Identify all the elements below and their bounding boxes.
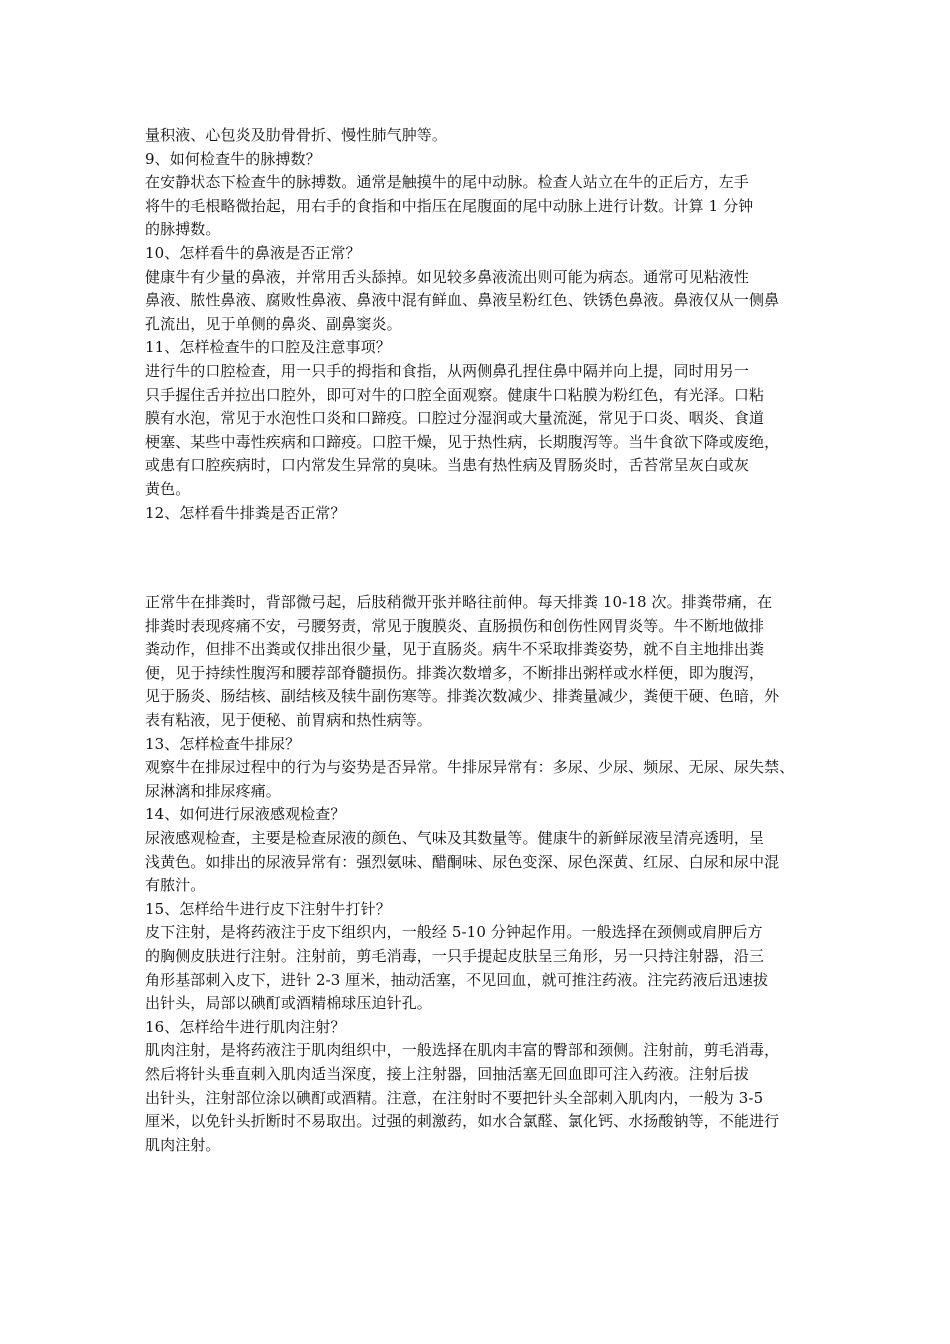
text-line: 9、如何检查牛的脉搏数？ <box>145 149 321 168</box>
text-line: 排粪时表现疼痛不安，弓腰努责，常见于腹膜炎、直肠损伤和创伤性网胃炎等。牛不断地做排 <box>145 616 765 635</box>
text-line: 鼻液、脓性鼻液、腐败性鼻液、鼻液中混有鲜血、鼻液呈粉红色、铁锈色鼻液。鼻液仅从一侧鼻 <box>145 291 780 310</box>
text-line: 或患有口腔疾病时，口内常发生异常的臭味。当患有热性病及胃肠炎时，舌苔常呈灰白或灰 <box>145 456 750 475</box>
text-line: 出针头，注射部位涂以碘酊或酒精。注意，在注射时不要把针头全部刺入肌肉内，一般为 3-5 <box>145 1088 764 1107</box>
text-line: 13、怎样检查牛排尿？ <box>145 734 301 753</box>
text-line: 梗塞、某些中毒性疾病和口蹄疫。口腔干燥，见于热性病，长期腹泻等。当牛食欲下降或废绝， <box>145 432 780 451</box>
text-line: 16、怎样给牛进行肌肉注射？ <box>145 1017 346 1036</box>
text-line: 见于肠炎、肠结核、副结核及犊牛副伤寒等。排粪次数减少、排粪量减少，粪便干硬、色暗，外 <box>145 687 780 706</box>
text-line: 黄色。 <box>145 479 191 498</box>
blank-gap <box>145 525 813 591</box>
text-line: 将牛的毛根略微抬起，用右手的食指和中指压在尾腹面的尾中动脉上进行计数。计算 1 分钟 <box>145 196 754 215</box>
text-line: 膜有水泡，常见于水泡性口炎和口蹄疫。口腔过分湿润或大量流涎，常见于口炎、咽炎、食道 <box>145 409 765 428</box>
text-line: 量积液、心包炎及肋骨骨折、慢性肺气肿等。 <box>145 126 448 144</box>
text-line: 皮下注射，是将药液注于皮下组织内，一般经 5-10 分钟起作用。一般选择在颈侧或肩胛后方 <box>145 923 763 942</box>
text-block-lower <box>145 591 813 1157</box>
text-line: 表有粘液，见于便秘、前胃病和热性病等。 <box>145 711 432 730</box>
text-line: 12、怎样看牛排粪是否正常？ <box>145 503 346 522</box>
text-line: 正常牛在排粪时，背部微弓起，后肢稍微开张并略往前伸。每天排粪 10-18 次。排粪带痛，在 <box>145 593 773 612</box>
text-line: 肌肉注射，是将药液注于肌肉组织中，一般选择在肌肉丰富的臀部和颈侧。注射前，剪毛消毒， <box>145 1041 780 1060</box>
text-line: 厘米，以免针头折断时不易取出。过强的刺激药，如水合氯醛、氯化钙、水扬酸钠等，不能进行 <box>145 1112 780 1131</box>
text-line: 浅黄色。如排出的尿液异常有：强烈氨味、醋酮味、尿色变深、尿色深黄、红尿、白尿和尿中混 <box>145 852 780 871</box>
text-line: 角形基部刺入皮下，进针 2-3 厘米，抽动活塞，不见回血，就可推注药液。注完药液后迅速拔 <box>145 970 769 989</box>
text-line: 10、怎样看牛的鼻液是否正常？ <box>145 243 361 262</box>
text-line: 尿淋漓和排尿疼痛。 <box>145 781 281 800</box>
text-line: 有脓汁。 <box>145 876 206 895</box>
document-body <box>145 124 813 1157</box>
text-line: 进行牛的口腔检查，用一只手的拇指和食指，从两侧鼻孔捏住鼻中隔并向上提，同时用另一 <box>145 361 750 380</box>
text-line: 在安静状态下检查牛的脉搏数。通常是触摸牛的尾中动脉。检查人站立在牛的正后方，左手 <box>145 173 750 192</box>
text-line: 然后将针头垂直刺入肌肉适当深度，接上注射器，回抽活塞无回血即可注入药液。注射后拔 <box>145 1064 750 1083</box>
text-line: 肌肉注射。 <box>145 1135 221 1154</box>
text-line: 15、怎样给牛进行皮下注射牛打针？ <box>145 899 391 918</box>
text-line: 便，见于持续性腹泻和腰荐部脊髓损伤。排粪次数增多，不断排出粥样或水样便，即为腹泻， <box>145 663 765 682</box>
text-line: 的胸侧皮肤进行注射。注射前，剪毛消毒，一只手提起皮肤呈三角形，另一只持注射器，沿三 <box>145 947 765 965</box>
text-line: 观察牛在排尿过程中的行为与姿势是否异常。牛排尿异常有：多尿、少尿、频尿、无尿、尿失禁、 <box>145 758 795 777</box>
text-line: 健康牛有少量的鼻液，并常用舌头舔掉。如见较多鼻液流出则可能为病态。通常可见粘液性 <box>145 267 750 286</box>
text-line: 11、怎样检查牛的口腔及注意事项？ <box>145 338 391 357</box>
text-block-upper <box>145 124 813 525</box>
text-line: 粪动作，但排不出粪或仅排出很少量，见于直肠炎。病牛不采取排粪姿势，就不自主地排出粪 <box>145 640 765 659</box>
text-line: 只手握住舌并拉出口腔外，即可对牛的口腔全面观察。健康牛口粘膜为粉红色，有光泽。口粘 <box>145 385 765 404</box>
text-line: 尿液感观检查，主要是检查尿液的颜色、气味及其数量等。健康牛的新鲜尿液呈清亮透明，呈 <box>145 829 765 848</box>
text-line: 出针头，局部以碘酊或酒精棉球压迫针孔。 <box>145 994 432 1013</box>
text-line: 孔流出，见于单侧的鼻炎、副鼻窦炎。 <box>145 314 402 333</box>
text-line: 14、如何进行尿液感观检查？ <box>145 805 346 824</box>
text-line: 的脉搏数。 <box>145 220 221 239</box>
